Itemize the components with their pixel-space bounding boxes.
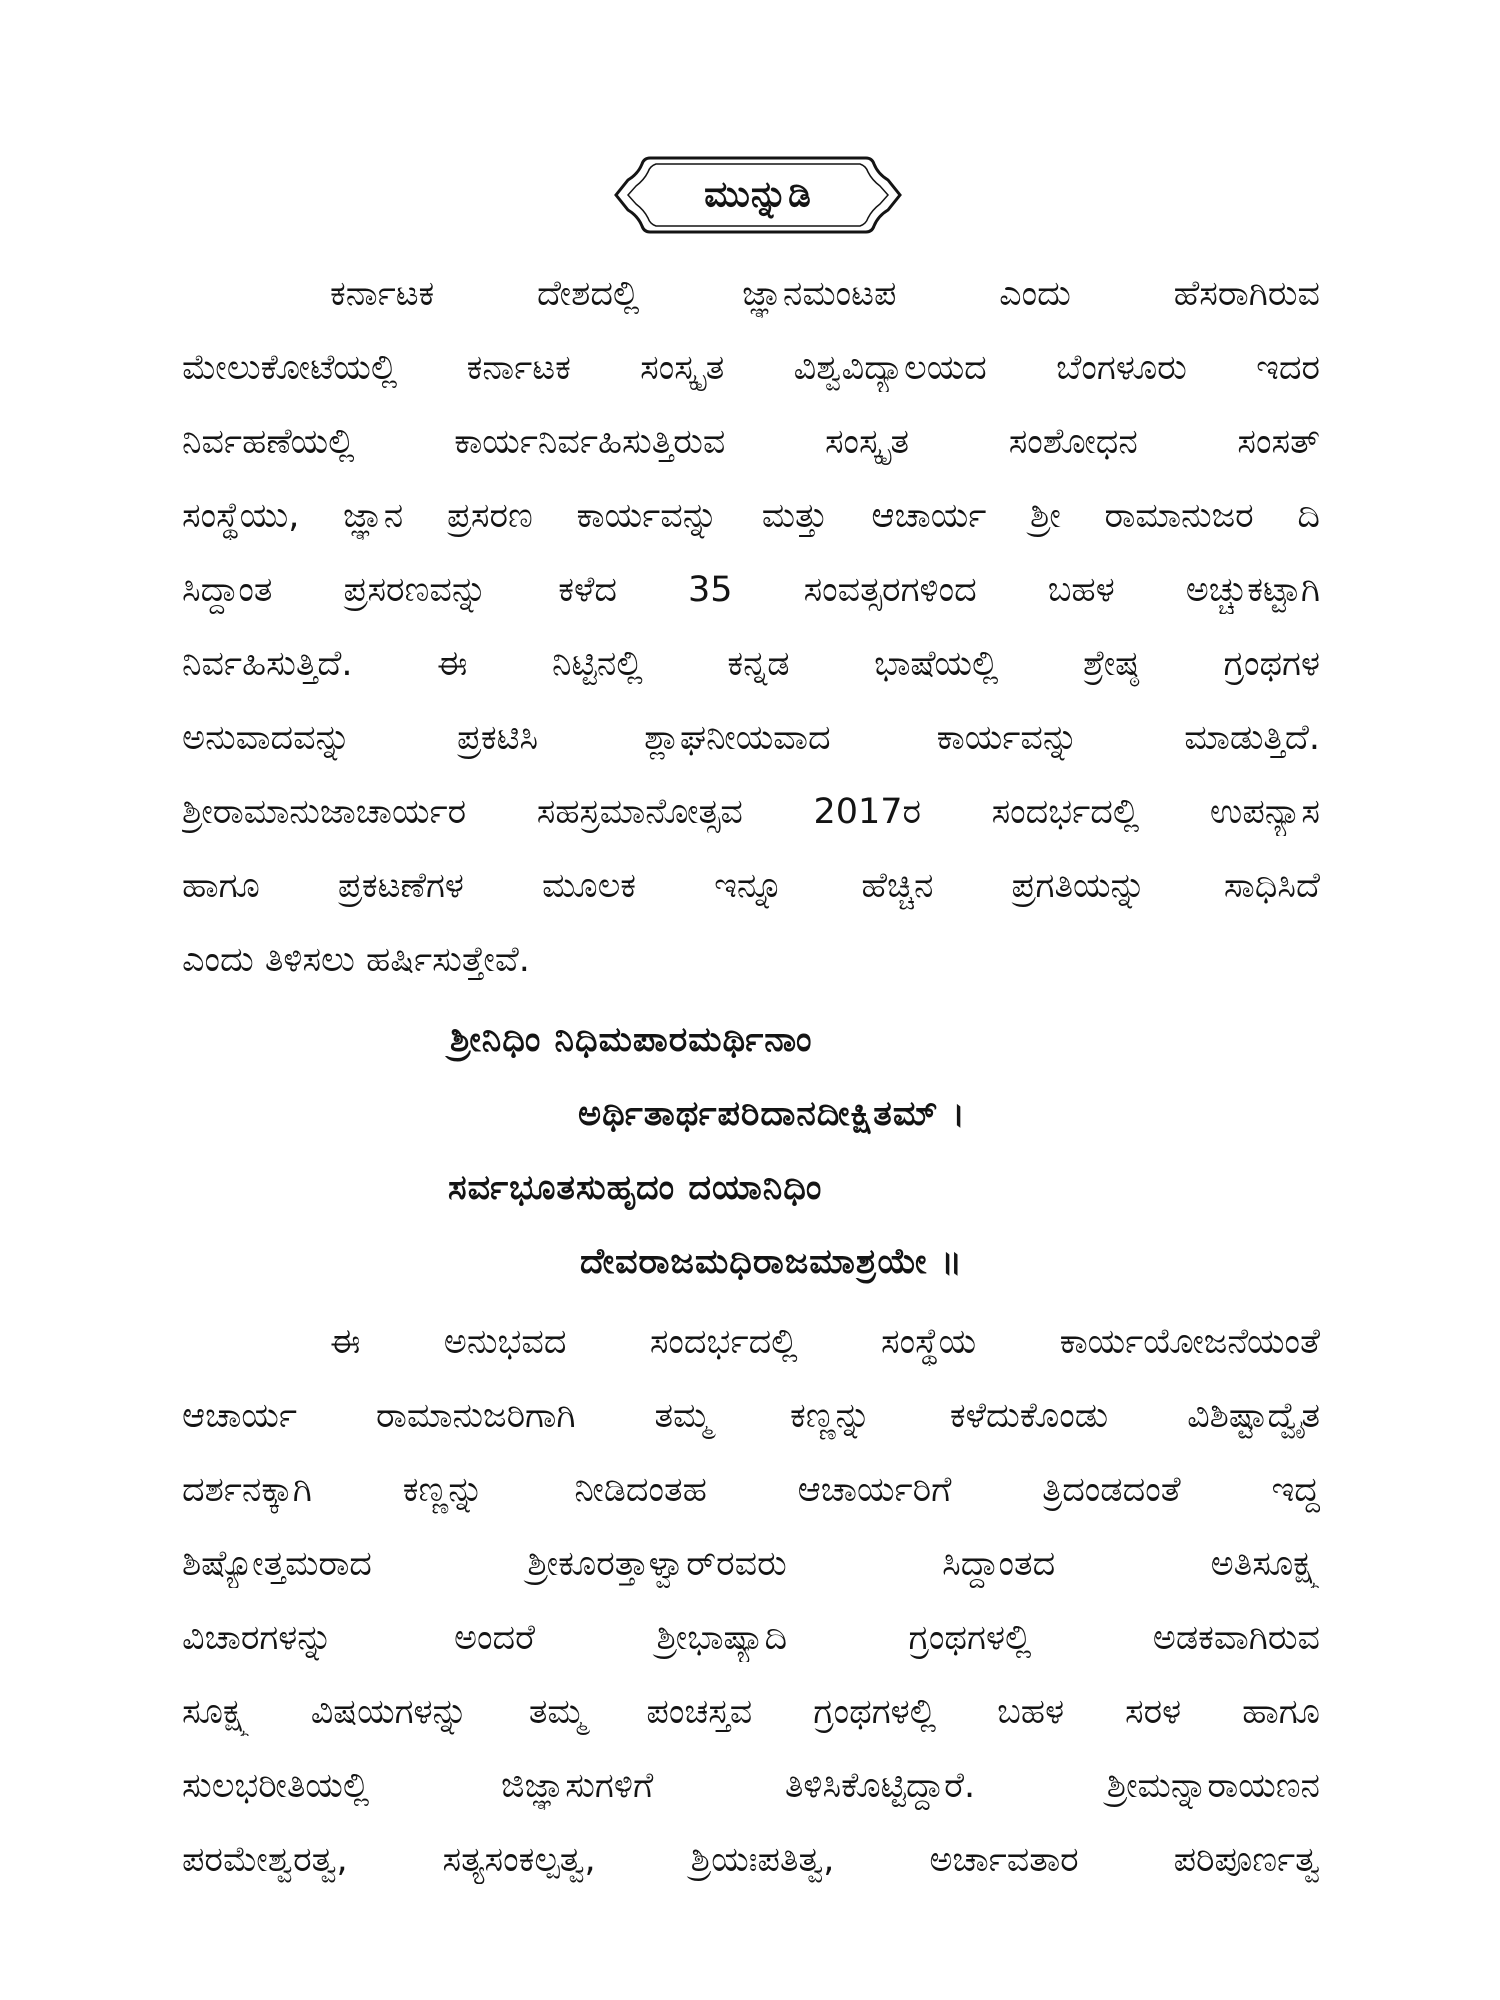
paragraph-line: ನಿರ್ವಹಿಸುತ್ತಿದೆ. ಈ ನಿಟ್ಟಿನಲ್ಲಿ ಕನ್ನಡ ಭಾಷೆಯಲ್ಲಿ ಶ್ರೇಷ್ಠ ಗ್ರಂಥಗಳ: [182, 644, 1320, 684]
paragraph-line: ಈ ಅನುಭವದ ಸಂದರ್ಭದಲ್ಲಿ ಸಂಸ್ಥೆಯ ಕಾರ್ಯಯೋಜನೆಯಂತೆ: [330, 1322, 1320, 1362]
paragraph-line: ಶಿಷ್ಯೋತ್ತಮರಾದ ಶ್ರೀಕೂರತ್ತಾಳ್ವಾರ್‌ರವರು ಸಿದ್ಧಾಂತದ ಅತಿಸೂಕ್ಷ್ಮ: [182, 1544, 1320, 1584]
paragraph-line: ವಿಚಾರಗಳನ್ನು ಅಂದರೆ ಶ್ರೀಭಾಷ್ಯಾದಿ ಗ್ರಂಥಗಳಲ್ಲಿ ಅಡಕವಾಗಿರುವ: [182, 1618, 1320, 1658]
paragraph-line: ಸುಲಭರೀತಿಯಲ್ಲಿ ಜಿಜ್ಞಾಸುಗಳಿಗೆ ತಿಳಿಸಿಕೊಟ್ಟಿದ್ದಾರೆ. ಶ್ರೀಮನ್ನಾರಾಯಣನ: [182, 1766, 1320, 1806]
paragraph-line: ಸೂಕ್ಷ್ಮ ವಿಷಯಗಳನ್ನು ತಮ್ಮ ಪಂಚಸ್ತವ ಗ್ರಂಥಗಳಲ್ಲಿ ಬಹಳ ಸರಳ ಹಾಗೂ: [182, 1692, 1320, 1732]
paragraph-line: ದರ್ಶನಕ್ಕಾಗಿ ಕಣ್ಣನ್ನು ನೀಡಿದಂತಹ ಆಚಾರ್ಯರಿಗೆ ತ್ರಿದಂಡದಂತೆ ಇದ್ದ: [182, 1470, 1320, 1510]
page-title: ಮುನ್ನುಡಿ: [704, 174, 812, 215]
verse-line: ಅರ್ಥಿತಾರ್ಥಪರಿದಾನದೀಕ್ಷಿತಮ್ ।: [578, 1094, 966, 1134]
paragraph-line: ಎಂದು ತಿಳಿಸಲು ಹರ್ಷಿಸುತ್ತೇವೆ.: [182, 940, 530, 980]
paragraph-line: ಅನುವಾದವನ್ನು ಪ್ರಕಟಿಸಿ ಶ್ಲಾಘನೀಯವಾದ ಕಾರ್ಯವನ್ನು ಮಾಡುತ್ತಿದೆ.: [182, 718, 1320, 758]
paragraph-line: ಹಾಗೂ ಪ್ರಕಟಣೆಗಳ ಮೂಲಕ ಇನ್ನೂ ಹೆಚ್ಚಿನ ಪ್ರಗತಿಯನ್ನು ಸಾಧಿಸಿದೆ: [182, 866, 1320, 906]
paragraph-line: ಸಿದ್ಧಾಂತ ಪ್ರಸರಣವನ್ನು ಕಳೆದ 35 ಸಂವತ್ಸರಗಳಿಂದ ಬಹಳ ಅಚ್ಚುಕಟ್ಟಾಗಿ: [182, 570, 1320, 610]
title-cartouche: [610, 152, 906, 238]
paragraph-line: ಸಂಸ್ಥೆಯು, ಜ್ಞಾನ ಪ್ರಸರಣ ಕಾರ್ಯವನ್ನು ಮತ್ತು ಆಚಾರ್ಯ ಶ್ರೀ ರಾಮಾನುಜರ ದಿ: [182, 496, 1320, 536]
paragraph-line: ಕರ್ನಾಟಕ ದೇಶದಲ್ಲಿ ಜ್ಞಾನಮಂಟಪ ಎಂದು ಹೆಸರಾಗಿರುವ: [330, 274, 1320, 314]
verse-line: ಶ್ರೀನಿಧಿಂ ನಿಧಿಮಪಾರಮರ್ಥಿನಾಂ: [450, 1020, 813, 1060]
paragraph-line: ನಿರ್ವಹಣೆಯಲ್ಲಿ ಕಾರ್ಯನಿರ್ವಹಿಸುತ್ತಿರುವ ಸಂಸ್ಕೃತ ಸಂಶೋಧನ ಸಂಸತ್: [182, 422, 1320, 462]
paragraph-line: ಪರಮೇಶ್ವರತ್ವ, ಸತ್ಯಸಂಕಲ್ಪತ್ವ, ಶ್ರಿಯಃಪತಿತ್ವ, ಅರ್ಚಾವತಾರ ಪರಿಪೂರ್ಣತ್ವ: [182, 1840, 1320, 1880]
paragraph-line: ಮೇಲುಕೋಟೆಯಲ್ಲಿ ಕರ್ನಾಟಕ ಸಂಸ್ಕೃತ ವಿಶ್ವವಿದ್ಯಾಲಯದ ಬೆಂಗಳೂರು ಇದರ: [182, 348, 1320, 388]
paragraph-line: ಶ್ರೀರಾಮಾನುಜಾಚಾರ್ಯರ ಸಹಸ್ರಮಾನೋತ್ಸವ 2017ರ ಸಂದರ್ಭದಲ್ಲಿ ಉಪನ್ಯಾಸ: [182, 792, 1320, 832]
verse-line: ದೇವರಾಜಮಧಿರಾಜಮಾಶ್ರಯೇ ॥: [580, 1242, 964, 1282]
paragraph-line: ಆಚಾರ್ಯ ರಾಮಾನುಜರಿಗಾಗಿ ತಮ್ಮ ಕಣ್ಣನ್ನು ಕಳೆದುಕೊಂಡು ವಿಶಿಷ್ಟಾದ್ವೈತ: [182, 1396, 1320, 1436]
verse-line: ಸರ್ವಭೂತಸುಹೃದಂ ದಯಾನಿಧಿಂ: [448, 1168, 823, 1208]
